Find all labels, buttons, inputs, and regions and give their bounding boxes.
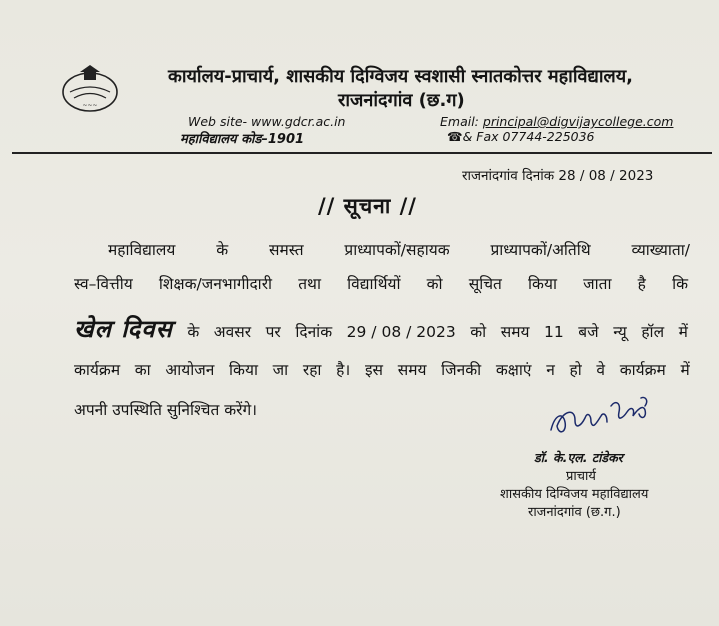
body-word: न्यू	[613, 323, 627, 341]
website-text: Web site- www.gdcr.ac.in	[188, 114, 346, 129]
signatory-designation: प्राचार्य	[566, 469, 596, 484]
body-word: किया	[528, 275, 557, 293]
body-word: तथा	[298, 275, 321, 293]
body-word: समय	[397, 361, 427, 379]
event-name: खेल दिवस	[74, 315, 173, 343]
body-word: प्राध्यापकों/सहायक	[344, 241, 450, 259]
body-word: अवसर	[213, 323, 252, 341]
body-word: हो	[569, 361, 582, 379]
body-word: में	[680, 361, 690, 379]
email-line	[440, 114, 673, 129]
college-city-line: राजनांदगांव (छ.ग)	[338, 90, 465, 111]
college-emblem-icon	[60, 62, 120, 114]
signatory-city: राजनांदगांव (छ.ग.)	[528, 505, 621, 520]
body-word: बजे	[578, 323, 599, 341]
body-word: सूचित	[468, 275, 502, 293]
body-word: वे	[596, 361, 606, 379]
body-word: कि	[672, 275, 688, 293]
college-code-text: महाविद्यालय कोड–1901	[180, 132, 305, 147]
body-line-2	[74, 272, 688, 294]
body-word: शिक्षक/जनभागीदारी	[158, 275, 273, 293]
signatory-college: शासकीय दिग्विजय महाविद्यालय	[500, 487, 649, 502]
body-word: इस	[364, 361, 384, 379]
body-word: समय	[500, 323, 530, 341]
body-word: कार्यक्रम	[74, 361, 121, 379]
body-word: जाता	[583, 275, 612, 293]
body-word: स्व–वित्तीय	[74, 275, 133, 293]
body-line-4	[74, 358, 690, 380]
body-line-3	[74, 312, 688, 345]
event-date: 29 / 08 / 2023	[346, 323, 456, 341]
svg-text:~~~: ~~~	[82, 102, 98, 109]
header-divider	[12, 152, 712, 154]
body-line-1	[108, 238, 690, 260]
notice-date: राजनांदगांव दिनांक 28 / 08 / 2023	[462, 168, 654, 184]
body-word: न	[546, 361, 555, 379]
body-word: प्राध्यापकों/अतिथि	[490, 241, 591, 259]
body-word: में	[678, 323, 688, 341]
body-word: पर	[265, 323, 281, 341]
body-word: विद्यार्थियों	[347, 275, 401, 293]
body-word: के	[216, 241, 229, 259]
body-word: महाविद्यालय	[108, 241, 176, 259]
email-label: Email:	[440, 114, 479, 129]
body-word: का	[134, 361, 151, 379]
body-word: समस्त	[268, 241, 304, 259]
body-word: दिनांक	[295, 323, 333, 341]
body-word: आयोजन	[165, 361, 215, 379]
body-line-5: अपनी उपस्थिति सुनिश्चित करेंगे।	[74, 401, 258, 419]
phone-line	[447, 129, 595, 144]
body-word: किया	[229, 361, 258, 379]
body-word: जिनकी	[441, 361, 482, 379]
body-word: के	[187, 323, 200, 341]
body-word: कक्षाएं	[495, 361, 532, 379]
body-word: कार्यक्रम	[619, 361, 666, 379]
signatory-name: डॉ. के.एल. टांडेकर	[534, 450, 623, 465]
body-word: रहा	[302, 361, 322, 379]
college-name-line1: कार्यालय-प्राचार्य, शासकीय दिग्विजय स्वशासी स्नातकोत्तर महाविद्यालय,	[168, 66, 634, 87]
principal-signature	[545, 392, 655, 442]
email-address: principal@digvijaycollege.com	[482, 114, 674, 129]
body-word: को	[426, 275, 443, 293]
event-time: 11	[544, 323, 564, 341]
body-word: है।	[336, 361, 351, 379]
notice-title: // सूचना //	[318, 194, 417, 218]
body-word: जा	[272, 361, 289, 379]
body-word: है	[637, 275, 646, 293]
body-word: व्याख्याता/	[631, 241, 690, 259]
body-word: को	[470, 323, 487, 341]
body-word: हॉल	[641, 323, 665, 341]
phone-icon: ☎	[447, 129, 463, 144]
phone-fax-text: & Fax 07744-225036	[462, 129, 595, 144]
